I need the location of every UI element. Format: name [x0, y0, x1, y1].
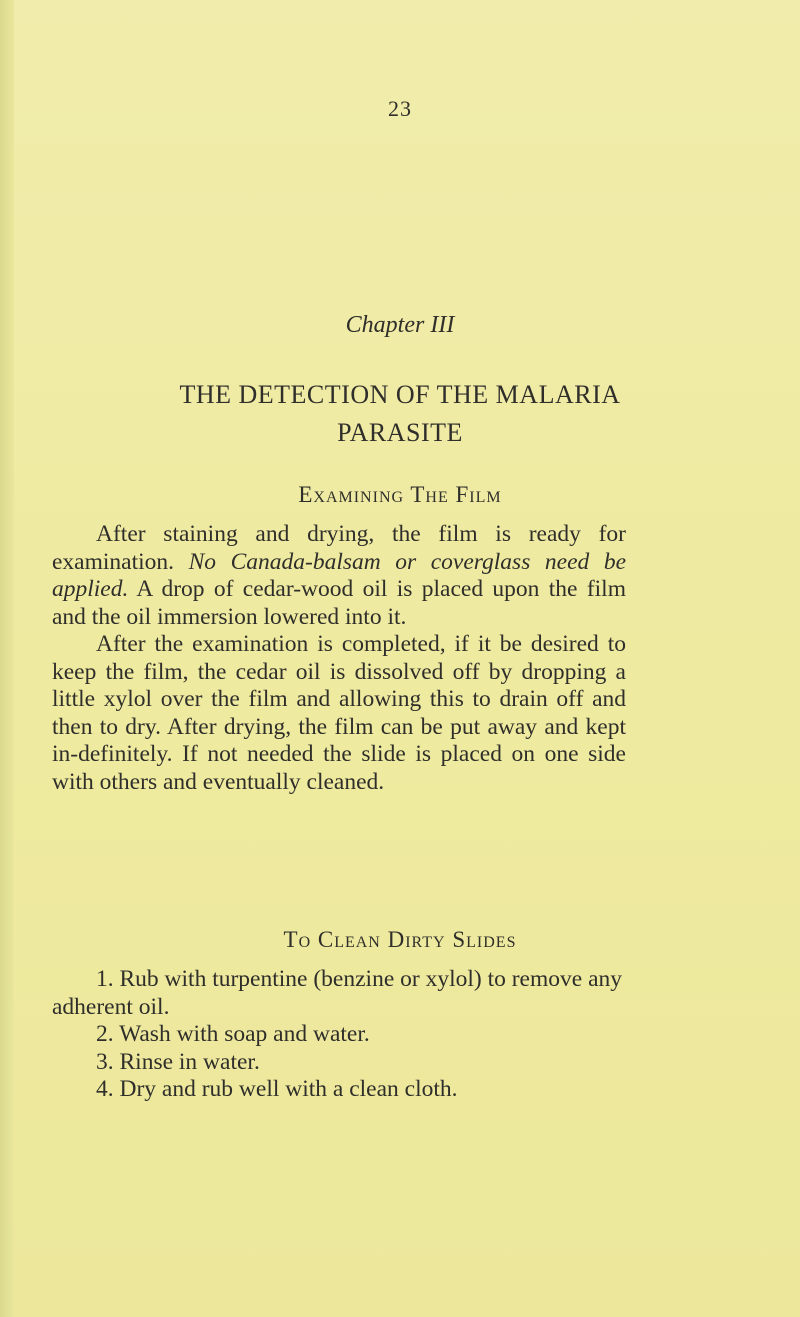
paragraph-text: After staining and drying, the film is ready for examination. — [52, 521, 626, 575]
italic-note: No Canada-balsam or coverglass need be applied. — [52, 548, 626, 602]
list-item: 3. Rinse in water. — [96, 1048, 260, 1075]
chapter-label: Chapter III — [345, 312, 455, 338]
chapter-title-line-1: THE DETECTION OF THE MALARIA — [179, 380, 621, 409]
paragraph — [52, 521, 626, 631]
paragraph: After the examination is completed, if it be desired to keep the film, the cedar oil is dissolved off by dropping a little xylol over the film and allowing this to drain off and then to dry. After drying, the film can be put away and kept in-definitely. If not needed the slide is placed on one side with others and eventually cleaned. — [52, 631, 626, 795]
examining-film-text — [52, 521, 626, 796]
paragraph-text: A drop of cedar-wood oil is placed upon the film and the oil immersion lowered into it. — [52, 576, 626, 630]
section-heading-examining-film: Examining The Film — [298, 482, 502, 507]
page-edge-shadow — [0, 0, 14, 1317]
page-number: 23 — [388, 96, 412, 121]
list-item: 1. Rub with turpentine (benzine or xylol) to remove any adherent oil. — [52, 966, 623, 1020]
chapter-title — [0, 376, 800, 452]
list-item: 2. Wash with soap and water. — [96, 1021, 370, 1047]
list-item: 4. Dry and rub well with a clean cloth. — [96, 1076, 458, 1102]
chapter-title-line-2: PARASITE — [337, 418, 463, 447]
section-heading-clean-slides: To Clean Dirty Slides — [283, 927, 517, 952]
cleaning-steps-list — [52, 966, 632, 1104]
